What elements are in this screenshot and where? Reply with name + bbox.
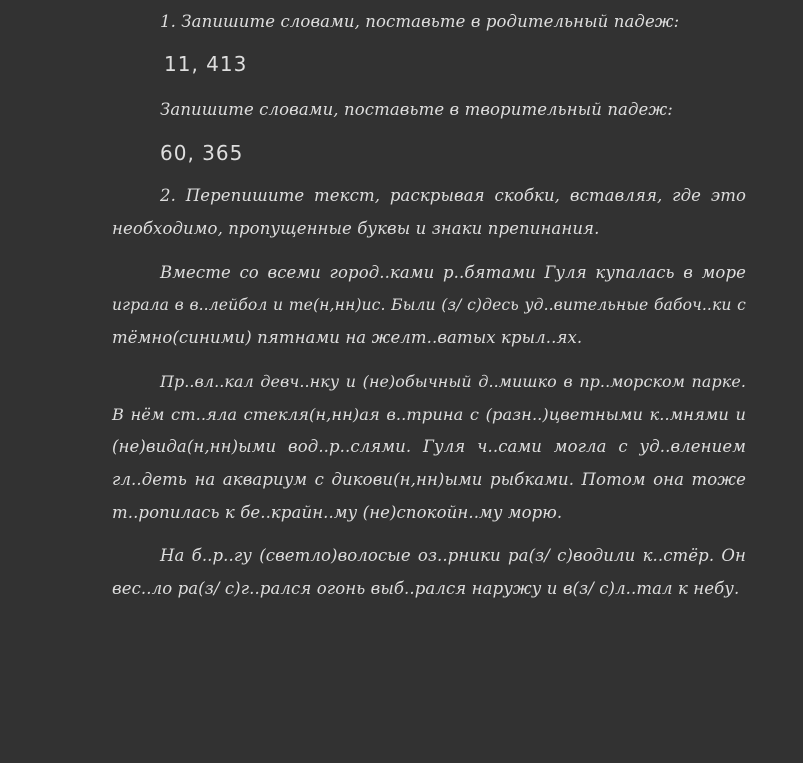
task2-heading-line1: 2. Перепишите текст, раскрывая скобки, вставляя, где это [160,186,746,205]
paragraph2-line: гл..деть на аквариум с дикови(н,нн)ыми рыбками. Потом она тоже [112,470,746,489]
paragraph2-line: (не)вида(н,нн)ыми вод..р..слями. Гуля ч..сами могла с уд..влением [112,437,746,456]
paragraph3-line: На б..р..гу (светло)волосые оз..рники ра(з/ с)водили к..стёр. Он [160,546,746,565]
paragraph1-line: Вместе со всеми город..ками р..бятами Гуля купалась в море [160,263,746,282]
paragraph1-line: тёмно(синими) пятнами на желт..ватых крыл..ях. [112,328,583,347]
paragraph2-line: т..ропилась к бе..крайн..му (не)спокойн..му морю. [112,503,563,522]
paragraph2-line: Пр..вл..кал девч..нку и (не)обычный д..мишко в пр..морском парке. [160,372,746,391]
paragraph1-line: играла в в..лейбол и те(н,нн)ис. Были (з/ с)десь уд..вительные бабоч..ки с [112,296,746,314]
paragraph3-line: вес..ло ра(з/ с)г..рался огонь выб..рался наружу и в(з/ с)л..тал к небу. [112,579,740,598]
task1-numbers-genitive: 11, 413 [164,52,248,76]
task1-heading-instrumental: Запишите словами, поставьте в творительный падеж: [160,100,673,119]
task2-heading-line2: необходимо, пропущенные буквы и знаки препинания. [112,219,600,238]
paragraph2-line: В нём ст..яла стекля(н,нн)ая в..трина с (разн..)цветными к..мнями и [112,405,746,424]
task1-numbers-instrumental: 60, 365 [160,141,244,165]
task1-heading-genitive: 1. Запишите словами, поставьте в родительный падеж: [160,12,680,31]
